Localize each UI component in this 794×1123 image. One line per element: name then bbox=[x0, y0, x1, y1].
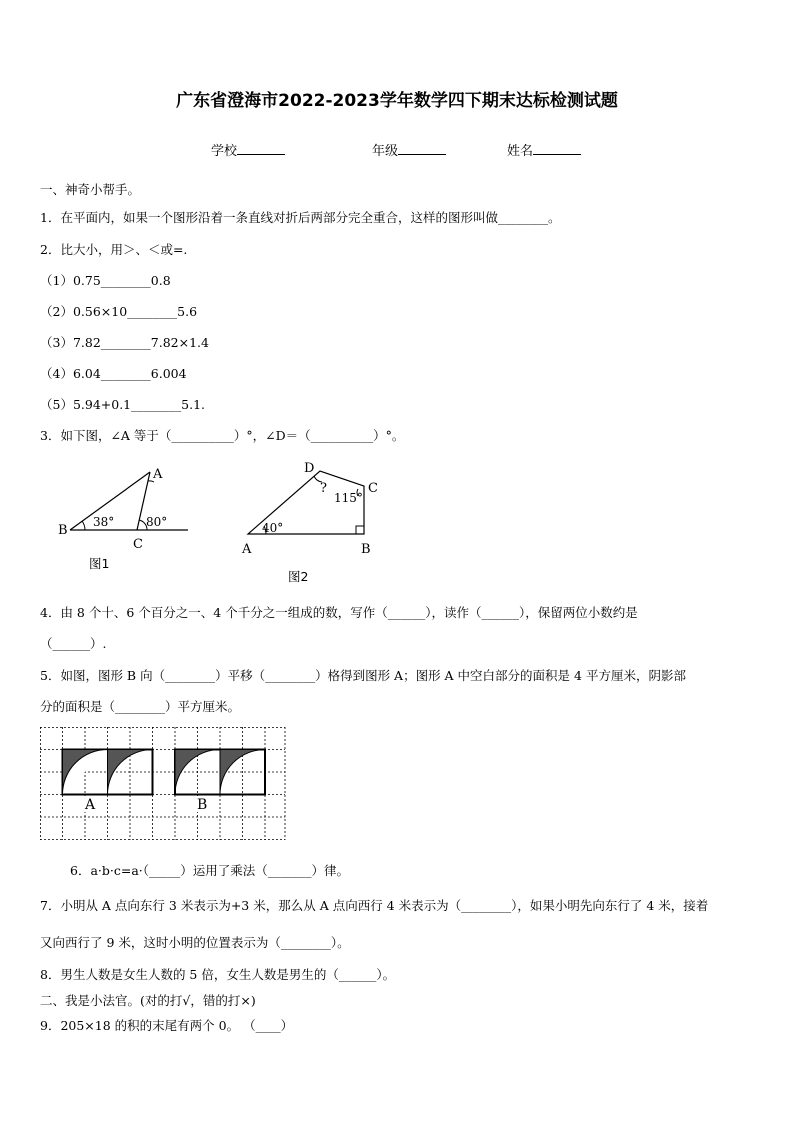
fig2-angle-a: 40° bbox=[262, 521, 284, 535]
question-2-item-4: （4）6.04________6.004 bbox=[40, 366, 187, 381]
question-2-item-2: （2）0.56×10________5.6 bbox=[40, 304, 198, 319]
figure-2-quadrilateral bbox=[240, 456, 390, 558]
question-2-item-5: （5）5.94+0.1________5.1. bbox=[40, 397, 205, 412]
figure-2-label: 图2 bbox=[288, 569, 309, 584]
grade-blank bbox=[398, 142, 446, 155]
grid-lines bbox=[40, 727, 285, 840]
question-1: 1．在平面内，如果一个图形沿着一条直线对折后两部分完全重合，这样的图形叫做________。 bbox=[40, 210, 561, 225]
fig1-angle-c: 80° bbox=[146, 515, 168, 529]
school-field bbox=[211, 140, 285, 159]
school-blank bbox=[237, 142, 285, 155]
name-label: 姓名 bbox=[507, 144, 534, 159]
figure-1-label: 图1 bbox=[89, 556, 110, 571]
question-6: 6．a·b·c=a·（_____）运用了乘法（_______）律。 bbox=[70, 863, 350, 878]
question-4-line-1: 4．由 8 个十、6 个百分之一、4 个千分之一组成的数，写作（______），读作（______），保留两位小数约是 bbox=[40, 605, 638, 620]
question-4-line-2: （______）. bbox=[40, 636, 107, 651]
fig2-angle-c: 115° bbox=[334, 491, 363, 505]
fig1-point-a: A bbox=[153, 467, 163, 482]
grid-label-b: B bbox=[197, 797, 208, 813]
grade-field bbox=[372, 140, 446, 159]
fig2-point-c: C bbox=[368, 481, 378, 496]
fig2-point-d: D bbox=[304, 461, 315, 476]
grid-figure bbox=[40, 727, 286, 841]
question-5-line-2: 分的面积是（________）平方厘米。 bbox=[40, 699, 241, 714]
name-blank bbox=[533, 142, 581, 155]
question-7-line-2: 又向西行了 9 米，这时小明的位置表示为（________）。 bbox=[40, 935, 350, 950]
figure-1-triangle bbox=[55, 462, 205, 552]
grade-label: 年级 bbox=[372, 144, 399, 159]
shape-a bbox=[63, 750, 153, 795]
fig2-right-angle-b bbox=[356, 526, 364, 534]
question-2-item-1: （1）0.75________0.8 bbox=[40, 273, 171, 288]
question-8: 8．男生人数是女生人数的 5 倍，女生人数是男生的（______）。 bbox=[40, 967, 396, 982]
question-7-line-1: 7．小明从 A 点向东行 3 米表示为+3 米，那么从 A 点向西行 4 米表示为（________），如果小明先向东行了 4 米，接着 bbox=[40, 898, 709, 913]
fig1-point-c: C bbox=[133, 537, 143, 552]
fig2-point-a: A bbox=[242, 542, 252, 557]
fig1-angle-b: 38° bbox=[93, 515, 115, 529]
question-9: 9．205×18 的积的末尾有两个 0。 （____） bbox=[40, 1018, 294, 1033]
school-label: 学校 bbox=[211, 144, 238, 159]
section-2-heading: 二、我是小法官。(对的打√，错的打×) bbox=[40, 993, 256, 1008]
grid-label-a: A bbox=[85, 797, 96, 813]
fig1-angle-b-arc bbox=[82, 521, 85, 530]
name-field bbox=[507, 140, 581, 159]
question-5-line-1: 5．如图，图形 B 向（________）平移（________）格得到图形 A；图形 A 中空白部分的面积是 4 平方厘米，阴影部 bbox=[40, 668, 686, 683]
page-title: 广东省澄海市2022-2023学年数学四下期末达标检测试题 bbox=[176, 91, 618, 111]
question-2-item-3: （3）7.82________7.82×1.4 bbox=[40, 335, 209, 350]
question-2: 2．比大小，用＞、＜或=. bbox=[40, 242, 188, 257]
fig1-point-b: B bbox=[58, 523, 68, 538]
question-3: 3．如下图，∠A 等于（__________）°，∠D＝（__________）°。 bbox=[40, 428, 405, 443]
fig2-angle-d: ? bbox=[320, 481, 327, 496]
fig2-point-b: B bbox=[361, 542, 371, 557]
section-1-heading: 一、神奇小帮手。 bbox=[40, 182, 141, 197]
